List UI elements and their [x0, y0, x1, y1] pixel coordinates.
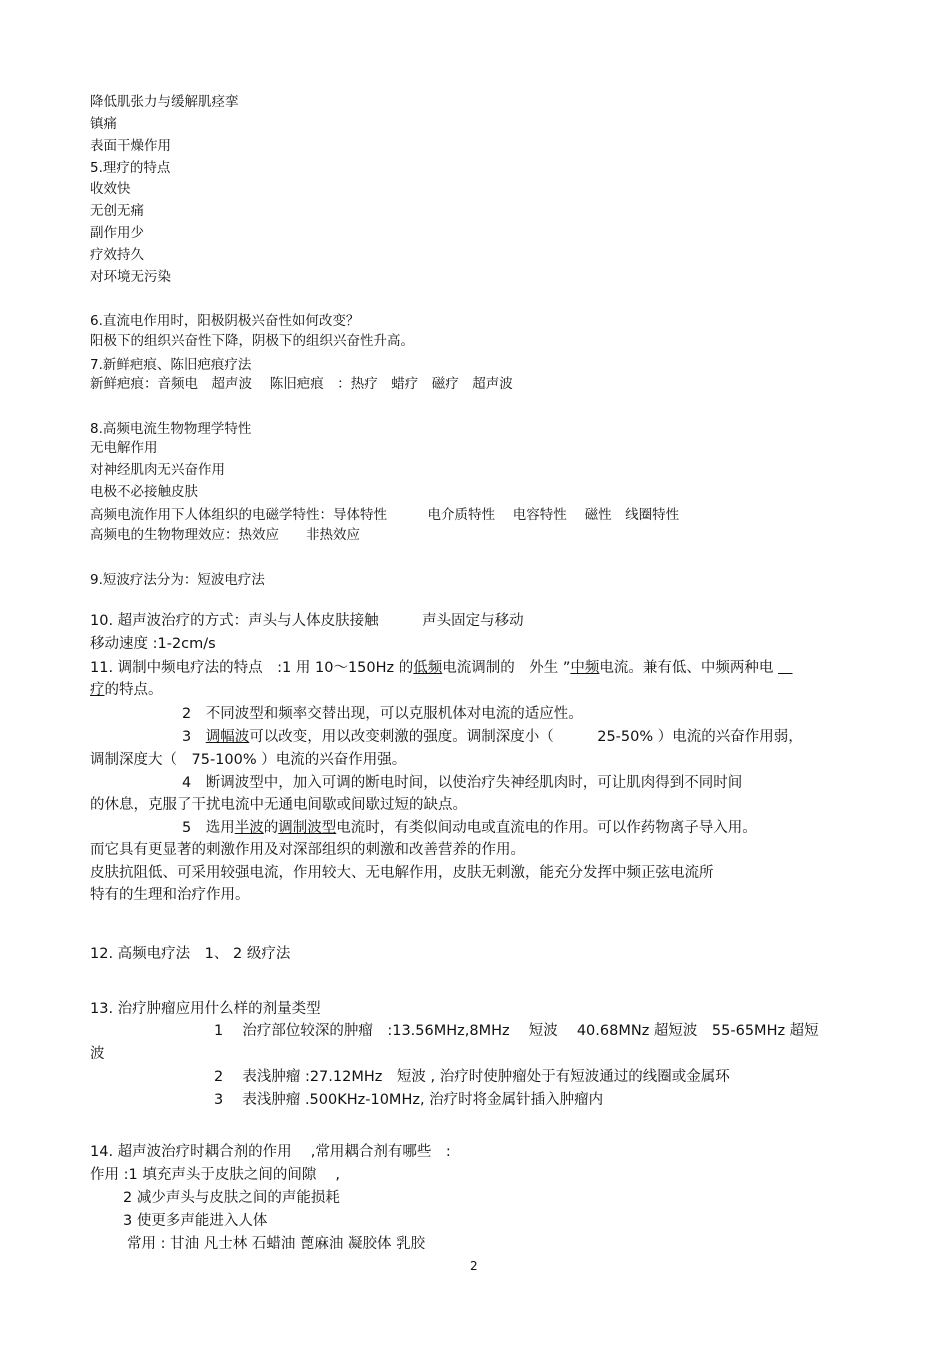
text-line: 镇痛: [90, 116, 117, 132]
text-line: 4 断调波型中，加入可调的断电时间，以使治疗失神经肌肉时，可让肌肉得到不同时间: [182, 775, 743, 791]
text-line: 作用 :1 填充声头于皮肤之间的间隙 ,: [90, 1167, 341, 1183]
text-run: 11. 调制中频电疗法的特点 :1 用 10～150Hz 的: [90, 660, 414, 676]
text-line: 2 减少声头与皮肤之间的声能损耗: [123, 1190, 340, 1206]
text-line: 降低肌张力与缓解肌痉挛: [90, 94, 239, 110]
text-line: 常用 : 甘油 凡士林 石蜡油 蓖麻油 凝胶体 乳胶: [127, 1236, 426, 1252]
section-heading: 14. 超声波治疗时耦合剂的作用 ,常用耦合剂有哪些 :: [90, 1144, 451, 1160]
text-line: 移动速度 :1-2cm/s: [90, 636, 216, 652]
text-line: 调制深度大（ 75-100% ）电流的兴奋作用强。: [90, 752, 407, 768]
text-run: 电流时，有类似间动电或直流电的作用。可以作药物离子导入用。: [336, 820, 757, 836]
text-line: 2 表浅肿瘤 :27.12MHz 短波 , 治疗时使肿瘤处于有短波通过的线圈或金属环: [214, 1069, 730, 1085]
underlined-text: 疗: [90, 682, 105, 698]
section-heading: 13. 治疗肿瘤应用什么样的剂量类型: [90, 1001, 321, 1017]
text-run: 可以改变，用以改变刺激的强度。调制深度小（ 25-50% ）电流的兴奋作用弱，: [249, 729, 803, 745]
section-heading: 12. 高频电疗法 1、 2 级疗法: [90, 946, 291, 962]
section-heading: 5.理疗的特点: [90, 160, 171, 176]
text-line: 1 治疗部位较深的肿瘤 :13.56MHz,8MHz 短波 40.68MNz 超短波 55-65MHz 超短: [214, 1023, 819, 1039]
text-line: 3 表浅肿瘤 .500KHz-10MHz, 治疗时将金属针插入肿瘤内: [214, 1092, 604, 1108]
text-line: 2 不同波型和频率交替出现，可以克服机体对电流的适应性。: [182, 706, 583, 722]
text-line: 阳极下的组织兴奋性下降，阴极下的组织兴奋性升高。: [90, 333, 414, 349]
text-line: 无创无痛: [90, 203, 144, 219]
section-heading: 9.短波疗法分为：短波电疗法: [90, 572, 265, 588]
text-line: 对神经肌肉无兴奋作用: [90, 462, 225, 478]
page-number: 2: [470, 1259, 478, 1273]
section-heading: 6.直流电作用时，阳极阴极兴奋性如何改变？: [90, 313, 360, 329]
text-line: 疗效持久: [90, 247, 144, 263]
underlined-text: 调幅波: [205, 729, 250, 745]
text-line: 副作用少: [90, 225, 144, 241]
text-line: 对环境无污染: [90, 269, 171, 285]
text-line: 高频电的生物物理效应：热效应 非热效应: [90, 527, 360, 543]
text-line: [90, 681, 163, 699]
text-line: 无电解作用: [90, 440, 158, 456]
text-line: 表面干燥作用: [90, 138, 171, 154]
text-line: [182, 728, 803, 746]
underlined-text: 调制波型: [278, 820, 337, 836]
text-run: 的特点。: [104, 682, 163, 698]
section-heading: 10. 超声波治疗的方式：声头与人体皮肤接触 声头固定与移动: [90, 613, 524, 629]
text-line: 波: [90, 1046, 105, 1062]
text-line: 高频电流作用下人体组织的电磁学特性：导体特性 电介质特性 电容特性 磁性 线圈特性: [90, 507, 680, 523]
section-heading: 8.高频电流生物物理学特性: [90, 421, 252, 437]
text-line: 特有的生理和治疗作用。: [90, 887, 250, 903]
underlined-text: 中频: [570, 660, 600, 676]
text-run: 5 选用: [182, 820, 235, 836]
text-run: 电流调制的 外生 ”: [442, 660, 571, 676]
text-line: 的休息，克服了干扰电流中无通电间歇或间歇过短的缺点。: [90, 797, 467, 813]
underlined-text: 低频: [413, 660, 443, 676]
text-line: 收效快: [90, 181, 131, 197]
text-run: 电流。兼有低、中频两种电: [599, 660, 778, 676]
underlined-blank: [778, 660, 793, 676]
text-line: 3 使更多声能进入人体: [123, 1213, 268, 1229]
underlined-text: 半波: [234, 820, 264, 836]
text-line: 而它具有更显著的刺激作用及对深部组织的刺激和改善营养的作用。: [90, 842, 525, 858]
section-heading: [90, 659, 792, 677]
text-line: 皮肤抗阻低、可采用较强电流，作用较大、无电解作用，皮肤无刺激，能充分发挥中频正弦电流所: [90, 865, 714, 881]
text-line: [182, 819, 757, 837]
section-heading: 7.新鲜疤痕、陈旧疤痕疗法: [90, 357, 252, 373]
text-run: 3: [182, 729, 206, 745]
text-run: 的: [263, 820, 279, 836]
text-line: 新鲜疤痕：音频电 超声波 陈旧疤痕 ：热疗 蜡疗 磁疗 超声波: [90, 376, 513, 392]
text-line: 电极不必接触皮肤: [90, 484, 198, 500]
